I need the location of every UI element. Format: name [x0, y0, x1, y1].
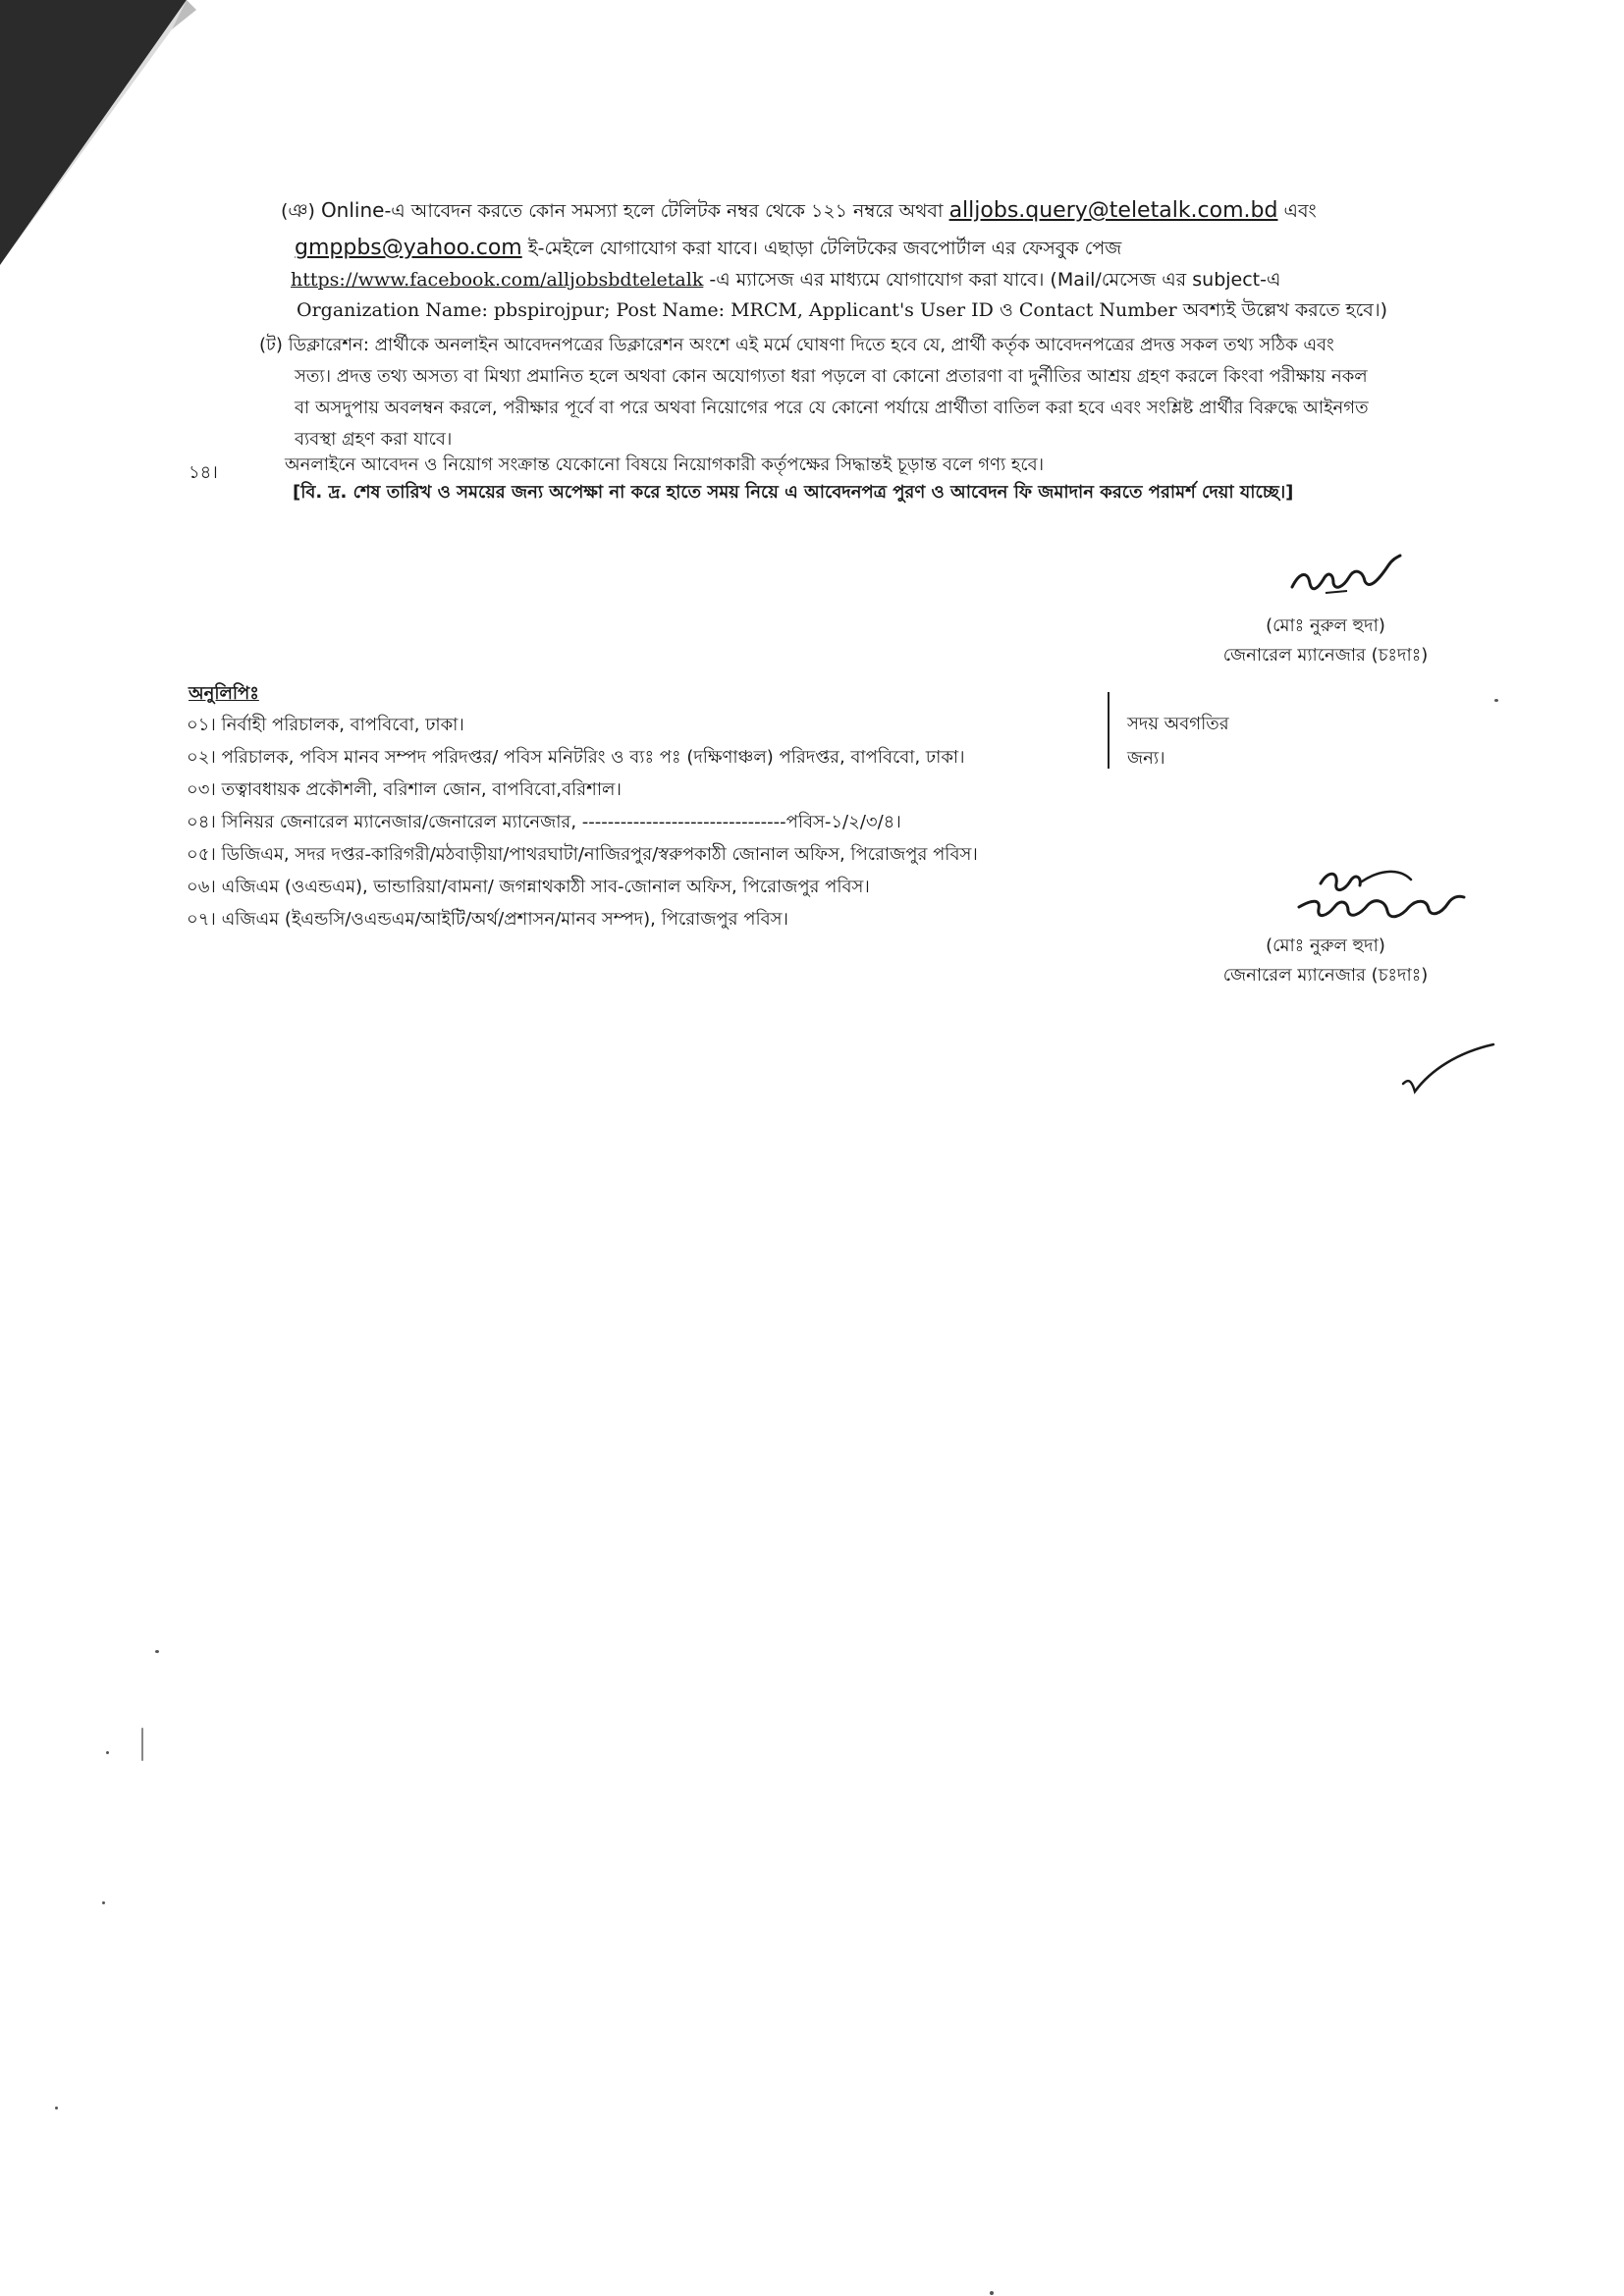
- copy-list-heading: অনুলিপিঃ: [189, 683, 259, 704]
- deadline-advice-note: [বি. দ্র. শেষ তারিখ ও সময়ের জন্য অপেক্ষা না করে হাতে সময় নিয়ে এ আবেদনপত্র পুরণ ও আবেদন ফি জমাদান করতে পরামর্শ দেয়া যাচ্ছে।]: [293, 482, 1294, 503]
- bracket-note-line1: সদয় অবগতির: [1127, 714, 1229, 734]
- signatory-name: (মোঃ নুরুল হুদা): [1266, 615, 1385, 636]
- declaration-text-3: বা অসদুপায় অবলম্বন করলে, পরীক্ষার পূর্বে বা পরে অথবা নিয়োগের পরে যে কোনো পর্যায়ে প্রার্থীতা বাতিল করা হবে এবং সংশ্লিষ্ট প্রার্থীর বিরুদ্ধে আইনগত: [295, 398, 1369, 418]
- scan-speck: [155, 1650, 159, 1653]
- item-nio-line2: [295, 236, 1121, 261]
- online-word: Online: [320, 198, 385, 222]
- scan-speck: [55, 2107, 58, 2109]
- copy-list-item: ০৫। ডিজিএম, সদর দপ্তর-কারিগরী/মঠবাড়ীয়া/পাথরঘাটা/নাজিরপুর/স্বরুপকাঠী জোনাল অফিস, পিরোজপুর পবিস।: [187, 844, 978, 865]
- copy-list-item: ০৭। এজিএম (ইএন্ডসি/ওএন্ডএম/আইটি/অর্থ/প্রশাসন/মানব সম্পদ), পিরোজপুর পবিস।: [187, 909, 788, 930]
- item-ta-line3: [295, 396, 1369, 421]
- declaration-text-1: ডিক্লারেশন: প্রার্থীকে অনলাইন আবেদনপত্রের ডিক্লারেশন অংশে এই মর্মে ঘোষণা দিতে হবে যে, প্রার্থী কর্তৃক আবেদনপত্রের প্রদত্ত সকল তথ্য সঠিক এবং: [288, 335, 1334, 355]
- item-nio-line4: [297, 297, 1387, 323]
- checkmark-icon: [1399, 1041, 1497, 1099]
- handwritten-signature-2: [1291, 864, 1468, 933]
- item-ta-line1: [259, 333, 1334, 358]
- declaration-text-2: সত্য। প্রদত্ত তথ্য অসত্য বা মিথ্যা প্রমানিত হলে অথবা কোন অযোগ্যতা ধরা পড়লে বা কোনো প্রতারণা বা দুর্নীতির আশ্রয় গ্রহণ করলে কিংবা পরীক্ষায় নকল: [295, 366, 1368, 387]
- signatory-title: জেনারেল ম্যানেজার (চঃদাঃ): [1222, 645, 1429, 666]
- item-ta-line4: [295, 427, 452, 453]
- item-nio-marker: (ঞ): [281, 200, 315, 222]
- item-ta-marker: (ট): [259, 335, 283, 355]
- item-nio-text: -এ আবেদন করতে কোন সমস্যা হলে টেলিটক নম্বর থেকে ১২১ নম্বরে অথবা: [384, 200, 944, 222]
- scan-speck: [102, 1901, 105, 1904]
- handwritten-signature-1: [1286, 550, 1404, 604]
- item-nio-line4-end: অবশ্যই উল্লেখ করতে হবে।): [1182, 299, 1388, 321]
- page-corner-fold: [0, 0, 196, 275]
- item-ta-line2: [295, 364, 1368, 390]
- and-word: এবং: [1283, 200, 1317, 222]
- item-nio-line3: [291, 267, 1280, 293]
- section-14-text: অনলাইনে আবেদন ও নিয়োগ সংক্রান্ত যেকোনো বিষয়ে নিয়োগকারী কর্তৃপক্ষের সিদ্ধান্তই চূড়ান্ত বলে গণ্য হবে।: [285, 454, 1045, 475]
- bracket-divider: [1108, 692, 1110, 769]
- copy-list-item: ০২। পরিচালক, পবিস মানব সম্পদ পরিদপ্তর/ পবিস মনিটরিং ও ব্যঃ পঃ (দক্ষিণাঞ্চল) পরিদপ্তর, বাপবিবো, ঢাকা।: [187, 747, 965, 768]
- copy-list-item: ০৪। সিনিয়র জেনারেল ম্যানেজার/জেনারেল ম্যানেজার, --------------------------------পবিস-১/২/৩/৪।: [187, 812, 901, 832]
- copy-list-item: ০১। নির্বাহী পরিচালক, বাপবিবো, ঢাকা।: [187, 715, 464, 735]
- scan-speck: [990, 2291, 994, 2295]
- bracket-note-line2: জন্য।: [1127, 748, 1165, 769]
- item-nio-line3-text: -এ ম্যাসেজ এর মাধ্যমে যোগাযোগ করা যাবে। (Mail/মেসেজ এর subject-এ: [709, 269, 1281, 291]
- item-nio-line2-text: ই-মেইলে যোগাযোগ করা যাবে। এছাড়া টেলিটকের জবপোর্টাল এর ফেসবুক পেজ: [527, 238, 1122, 259]
- signature-block-2: [1198, 932, 1453, 990]
- declaration-text-4: ব্যবস্থা গ্রহণ করা যাবে।: [295, 429, 453, 450]
- gmppbs-email-link[interactable]: gmppbs@yahoo.com: [295, 236, 522, 260]
- section-14-number: ১৪।: [189, 462, 218, 483]
- copy-list-item: ০৩। তত্বাবধায়ক প্রকৌশলী, বরিশাল জোন, বাপবিবো,বরিশাল।: [187, 779, 622, 800]
- scan-speck: [141, 1728, 143, 1761]
- teletalk-query-email-link[interactable]: alljobs.query@teletalk.com.bd: [948, 198, 1278, 223]
- scan-speck: [1494, 699, 1498, 702]
- facebook-page-link[interactable]: https://www.facebook.com/alljobsbdteletalk: [291, 269, 704, 291]
- scan-speck: [106, 1751, 109, 1754]
- subject-format-text: Organization Name: pbspirojpur; Post Name: MRCM, Applicant's User ID ও Contact Number: [297, 299, 1177, 321]
- item-nio-line1: [281, 197, 1317, 224]
- signatory-title: জেনারেল ম্যানেজার (চঃদাঃ): [1222, 965, 1429, 986]
- signature-block-1: [1198, 612, 1453, 670]
- copy-list-item: ০৬। এজিএম (ওএন্ডএম), ভান্ডারিয়া/বামনা/ জগন্নাথকাঠী সাব-জোনাল অফিস, পিরোজপুর পবিস।: [187, 877, 870, 897]
- signatory-name: (মোঃ নুরুল হুদা): [1266, 935, 1385, 956]
